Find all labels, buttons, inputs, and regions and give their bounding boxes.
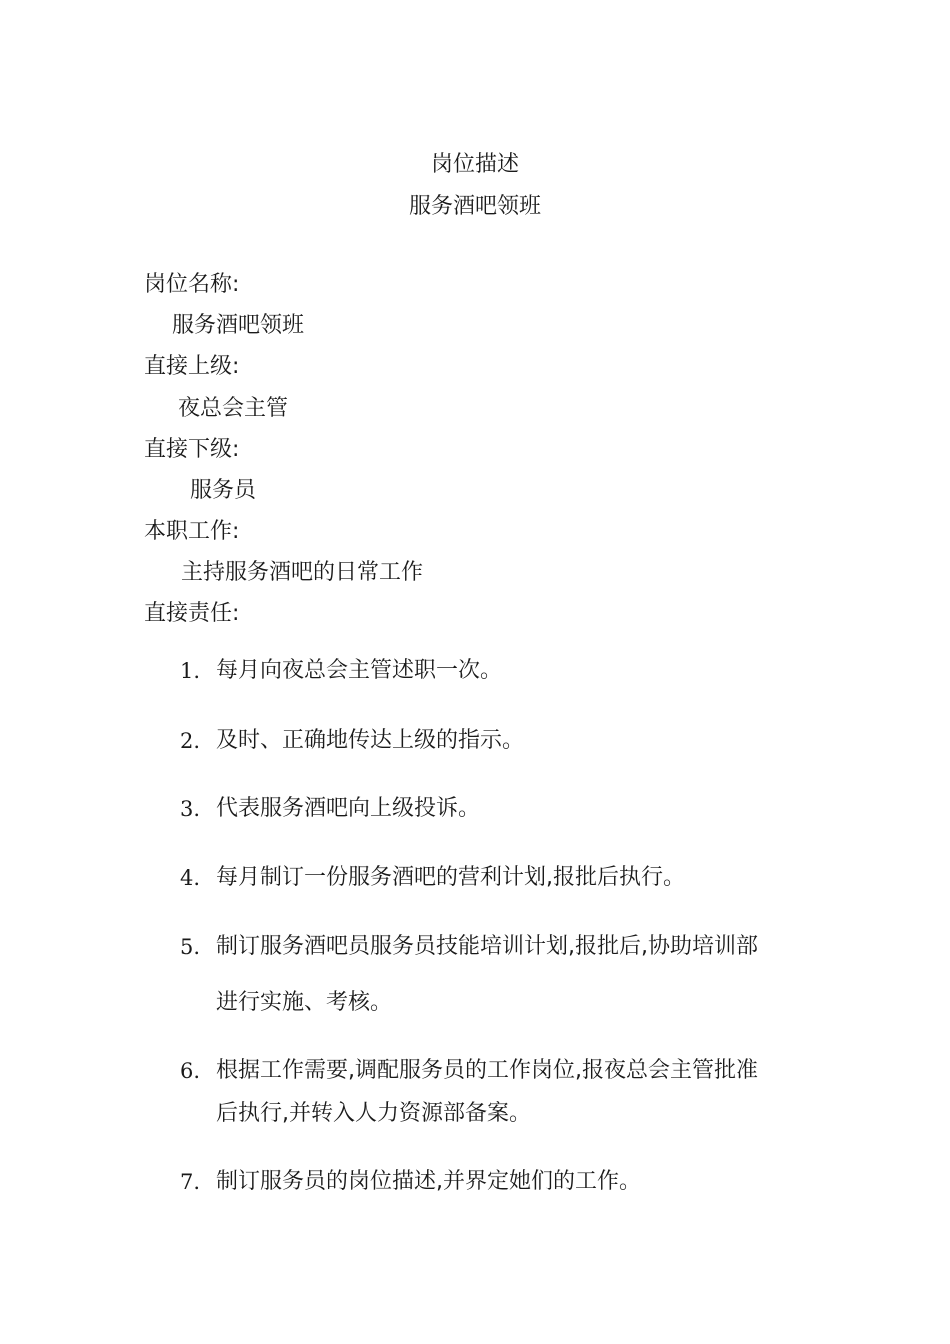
document-title: 岗位描述 — [430, 152, 519, 177]
duty-number: 1. — [180, 659, 201, 683]
duty-number: 7. — [180, 1170, 201, 1194]
duty-text: 制订服务员的岗位描述,并界定她们的工作。 — [216, 1169, 641, 1194]
duty-number: 4. — [180, 866, 201, 890]
field-label-main-work: 本职工作: — [144, 519, 240, 544]
field-label-position-name: 岗位名称: — [144, 272, 240, 297]
field-value-direct-superior: 夜总会主管 — [178, 396, 289, 421]
field-value-position-name: 服务酒吧领班 — [172, 313, 305, 338]
duty-text-line-2: 后执行,并转入人力资源部备案。 — [216, 1101, 531, 1126]
duty-text: 每月向夜总会主管述职一次。 — [216, 658, 503, 683]
duty-number: 3. — [180, 797, 201, 821]
duty-text: 每月制订一份服务酒吧的营利计划,报批后执行。 — [216, 865, 685, 890]
duty-text-line-1: 根据工作需要,调配服务员的工作岗位,报夜总会主管批准 — [216, 1058, 758, 1083]
document-subtitle: 服务酒吧领班 — [408, 194, 541, 219]
duty-text: 代表服务酒吧向上级投诉。 — [216, 796, 481, 821]
duty-text: 及时、正确地传达上级的指示。 — [216, 728, 525, 753]
field-label-direct-subordinate: 直接下级: — [144, 437, 240, 462]
field-value-main-work: 主持服务酒吧的日常工作 — [181, 560, 424, 585]
duty-text-line-2: 进行实施、考核。 — [216, 990, 393, 1015]
duty-text-line-1: 制订服务酒吧员服务员技能培训计划,报批后,协助培训部 — [216, 934, 758, 959]
field-label-direct-superior: 直接上级: — [144, 354, 240, 379]
field-value-direct-subordinate: 服务员 — [190, 478, 257, 503]
duty-number: 6. — [180, 1059, 201, 1083]
field-label-direct-responsibilities: 直接责任: — [144, 601, 240, 626]
duty-number: 2. — [180, 729, 201, 753]
duty-number: 5. — [180, 935, 201, 959]
